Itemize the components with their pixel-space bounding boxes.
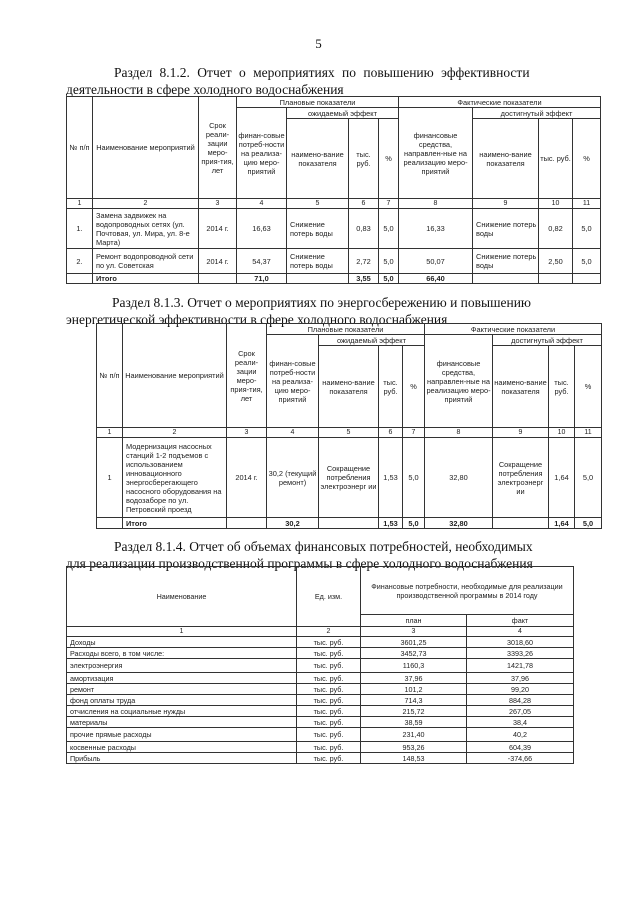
actual-finance: 50,07	[399, 249, 473, 274]
planned-effect-rub: 1,53	[379, 438, 403, 518]
measure-term: 2014 г.	[227, 438, 267, 518]
hdr-plan: план	[361, 615, 467, 627]
col-number: 5	[319, 428, 379, 438]
total-empty	[199, 274, 237, 284]
section-814-table	[66, 566, 574, 764]
col-number: 1	[67, 199, 93, 209]
section-812-heading	[66, 64, 566, 98]
table-row	[97, 438, 602, 518]
table-row	[67, 659, 574, 673]
col-number: 5	[287, 199, 349, 209]
table-row	[67, 209, 601, 249]
total-empty	[227, 518, 267, 529]
col-number: 11	[575, 428, 602, 438]
row-fact: 99,20	[467, 684, 574, 695]
planned-effect-pct: 5,0	[403, 438, 425, 518]
hdr-ind-name: наимено-вание показателя	[319, 346, 379, 428]
hdr-planned: Плановые показатели	[237, 97, 399, 108]
col-number: 3	[199, 199, 237, 209]
section-814-heading-line1: Раздел 8.1.4. Отчет об объемах финансовых потребностей, необходимых	[114, 539, 533, 554]
actual-effect-pct: 5,0	[573, 209, 601, 249]
total-planned-finance: 71,0	[237, 274, 287, 284]
section-812-heading-line1: Раздел 8.1.2. Отчет о мероприятиях по повышению эффективности	[114, 65, 530, 80]
measure-term: 2014 г.	[199, 249, 237, 274]
hdr-ind-name: наимено-вание показателя	[287, 119, 349, 199]
planned-finance: 54,37	[237, 249, 287, 274]
total-row	[67, 274, 601, 284]
hdr-pct-2: %	[573, 119, 601, 199]
row-plan: 3452,73	[361, 648, 467, 659]
total-planned-pct: 5,0	[379, 274, 399, 284]
table-row	[67, 673, 574, 684]
row-number: 1.	[67, 209, 93, 249]
column-numbers-row	[67, 199, 601, 209]
row-number: 1	[97, 438, 123, 518]
row-unit: тыс. руб.	[297, 695, 361, 706]
hdr-ind-name-2: наимено-вание показателя	[493, 346, 549, 428]
col-number: 4	[237, 199, 287, 209]
hdr-num: № п/п	[67, 97, 93, 199]
actual-indicator: Сокращение потребления электроэнерг ии	[493, 438, 549, 518]
col-number: 2	[93, 199, 199, 209]
total-label: Итого	[93, 274, 199, 284]
row-name: амортизация	[67, 673, 297, 684]
hdr-name: Наименование мероприятий	[93, 97, 199, 199]
hdr-num: № п/п	[97, 324, 123, 428]
table-row	[67, 706, 574, 717]
hdr-thous-2: тыс. руб.	[539, 119, 573, 199]
row-name: отчисления на социальные нужды	[67, 706, 297, 717]
hdr-pct: %	[379, 119, 399, 199]
row-fact: -374,66	[467, 753, 574, 764]
total-empty	[97, 518, 123, 529]
total-actual-pct: 5,0	[575, 518, 602, 529]
total-planned-rub: 3,55	[349, 274, 379, 284]
hdr-fin: Финансовые потребности, необходимые для реализации производственной программы в 2014 году	[361, 567, 574, 615]
row-name: Прибыль	[67, 753, 297, 764]
hdr-term: Срок реали-зации меро-прия-тия, лет	[227, 324, 267, 428]
total-actual-finance: 32,80	[425, 518, 493, 529]
total-empty	[319, 518, 379, 529]
section-813-heading-line2: энергетической эффективности в сфере холодного водоснабжения	[66, 312, 448, 327]
col-number: 6	[379, 428, 403, 438]
actual-effect-pct: 5,0	[575, 438, 602, 518]
planned-indicator: Сокращение потребления электроэнерг ии	[319, 438, 379, 518]
hdr-fin-plan: финан-совые потреб-ности на реализа-цию меро-приятий	[267, 335, 319, 428]
measure-term: 2014 г.	[199, 209, 237, 249]
total-row	[97, 518, 602, 529]
total-actual-finance: 66,40	[399, 274, 473, 284]
row-unit: тыс. руб.	[297, 717, 361, 728]
total-empty	[473, 274, 539, 284]
total-empty	[493, 518, 549, 529]
planned-finance: 16,63	[237, 209, 287, 249]
row-unit: тыс. руб.	[297, 742, 361, 753]
hdr-thous: тыс. руб.	[349, 119, 379, 199]
finance-rows	[67, 637, 574, 764]
section-812-table	[66, 96, 601, 284]
actual-effect-rub: 0,82	[539, 209, 573, 249]
row-unit: тыс. руб.	[297, 684, 361, 695]
hdr-thous-2: тыс. руб.	[549, 346, 575, 428]
planned-finance: 30,2 (текущий ремонт)	[267, 438, 319, 518]
actual-effect-rub: 1,64	[549, 438, 575, 518]
hdr-thous: тыс. руб.	[379, 346, 403, 428]
total-empty	[539, 274, 573, 284]
row-fact: 38,4	[467, 717, 574, 728]
total-planned-pct: 5,0	[403, 518, 425, 529]
table-row	[67, 249, 601, 274]
actual-indicator: Снижение потерь воды	[473, 209, 539, 249]
row-plan: 953,26	[361, 742, 467, 753]
hdr-term: Срок реали-зации меро-прия-тия, лет	[199, 97, 237, 199]
hdr-pct: %	[403, 346, 425, 428]
row-fact: 267,05	[467, 706, 574, 717]
col-number: 8	[399, 199, 473, 209]
section-814-heading-line2: для реализации производственной программы в сфере холодного водоснабжения	[66, 556, 533, 571]
hdr-name: Наименование мероприятий	[123, 324, 227, 428]
hdr-unit: Ед. изм.	[297, 567, 361, 627]
row-plan: 215,72	[361, 706, 467, 717]
col-number: 2	[297, 627, 361, 637]
row-unit: тыс. руб.	[297, 728, 361, 742]
total-actual-rub: 1,64	[549, 518, 575, 529]
planned-effect-rub: 0,83	[349, 209, 379, 249]
col-number: 4	[467, 627, 574, 637]
col-number: 8	[425, 428, 493, 438]
hdr-actual: Фактические показатели	[425, 324, 602, 335]
col-number: 7	[403, 428, 425, 438]
row-name: Доходы	[67, 637, 297, 648]
row-unit: тыс. руб.	[297, 753, 361, 764]
row-fact: 884,28	[467, 695, 574, 706]
row-fact: 3393,26	[467, 648, 574, 659]
table-row	[67, 717, 574, 728]
actual-effect-pct: 5,0	[573, 249, 601, 274]
table-row	[67, 637, 574, 648]
planned-indicator: Снижение потерь воды	[287, 249, 349, 274]
column-numbers-row	[97, 428, 602, 438]
planned-indicator: Снижение потерь воды	[287, 209, 349, 249]
row-plan: 148,53	[361, 753, 467, 764]
row-name: электроэнергия	[67, 659, 297, 673]
hdr-fact: факт	[467, 615, 574, 627]
actual-finance: 16,33	[399, 209, 473, 249]
planned-effect-pct: 5,0	[379, 209, 399, 249]
hdr-expected: ожидаемый эффект	[287, 108, 399, 119]
col-number: 6	[349, 199, 379, 209]
row-name: ремонт	[67, 684, 297, 695]
col-number: 2	[123, 428, 227, 438]
actual-indicator: Снижение потерь воды	[473, 249, 539, 274]
col-number: 10	[539, 199, 573, 209]
table-row	[67, 684, 574, 695]
row-unit: тыс. руб.	[297, 659, 361, 673]
hdr-fin-plan: финан-совые потреб-ности на реализа-цию меро-приятий	[237, 108, 287, 199]
col-number: 3	[227, 428, 267, 438]
table-row	[67, 648, 574, 659]
col-number: 1	[97, 428, 123, 438]
page-number: 5	[315, 36, 322, 51]
measure-name: Замена задвижек на водопроводных сетях (ул. Почтовая, ул. Мира, ул. 8-е Марта)	[93, 209, 199, 249]
row-fact: 1421,78	[467, 659, 574, 673]
table-row	[67, 742, 574, 753]
hdr-name: Наименование	[67, 567, 297, 627]
hdr-achieved: достигнутый эффект	[473, 108, 601, 119]
col-number: 9	[473, 199, 539, 209]
col-number: 10	[549, 428, 575, 438]
row-plan: 101,2	[361, 684, 467, 695]
row-unit: тыс. руб.	[297, 637, 361, 648]
row-name: фонд оплаты труда	[67, 695, 297, 706]
row-plan: 3601,25	[361, 637, 467, 648]
col-number: 1	[67, 627, 297, 637]
hdr-achieved: достигнутый эффект	[493, 335, 602, 346]
hdr-fin-fact: финансовые средства, направлен-ные на реализацию меро-приятий	[425, 335, 493, 428]
row-fact: 37,96	[467, 673, 574, 684]
total-planned-rub: 1,53	[379, 518, 403, 529]
total-empty	[287, 274, 349, 284]
actual-finance: 32,80	[425, 438, 493, 518]
hdr-ind-name-2: наимено-вание показателя	[473, 119, 539, 199]
row-plan: 38,59	[361, 717, 467, 728]
row-fact: 40,2	[467, 728, 574, 742]
planned-effect-rub: 2,72	[349, 249, 379, 274]
row-name: прочие прямые расходы	[67, 728, 297, 742]
section-813-heading-line1: Раздел 8.1.3. Отчет о мероприятиях по энергосбережению и повышению	[112, 295, 532, 310]
column-numbers-row	[67, 627, 574, 637]
row-plan: 231,40	[361, 728, 467, 742]
col-number: 3	[361, 627, 467, 637]
row-unit: тыс. руб.	[297, 673, 361, 684]
col-number: 7	[379, 199, 399, 209]
col-number: 9	[493, 428, 549, 438]
actual-effect-rub: 2,50	[539, 249, 573, 274]
row-unit: тыс. руб.	[297, 706, 361, 717]
row-fact: 604,39	[467, 742, 574, 753]
section-812-heading-line2: деятельности в сфере холодного водоснабжения	[66, 82, 344, 97]
row-fact: 3018,60	[467, 637, 574, 648]
total-empty	[67, 274, 93, 284]
row-number: 2.	[67, 249, 93, 274]
table-row	[67, 695, 574, 706]
col-number: 11	[573, 199, 601, 209]
measure-name: Ремонт водопроводной сети по ул. Советская	[93, 249, 199, 274]
total-planned-finance: 30,2	[267, 518, 319, 529]
row-plan: 714,3	[361, 695, 467, 706]
hdr-pct-2: %	[575, 346, 602, 428]
hdr-actual: Фактические показатели	[399, 97, 601, 108]
total-label: Итого	[123, 518, 227, 529]
row-name: материалы	[67, 717, 297, 728]
section-813-table	[96, 323, 602, 529]
row-name: Расходы всего, в том числе:	[67, 648, 297, 659]
row-plan: 1160,3	[361, 659, 467, 673]
total-empty	[573, 274, 601, 284]
col-number: 4	[267, 428, 319, 438]
table-row	[67, 753, 574, 764]
table-row	[67, 728, 574, 742]
hdr-expected: ожидаемый эффект	[319, 335, 425, 346]
hdr-fin-fact: финансовые средства, направлен-ные на реализацию меро-приятий	[399, 108, 473, 199]
measure-name: Модернизация насосных станций 1-2 подъемов с использованием инновационного энергосберегающего насосного оборудования на водозаборе по ул. Петровский проезд	[123, 438, 227, 518]
hdr-planned: Плановые показатели	[267, 324, 425, 335]
row-name: косвенные расходы	[67, 742, 297, 753]
row-plan: 37,96	[361, 673, 467, 684]
planned-effect-pct: 5,0	[379, 249, 399, 274]
row-unit: тыс. руб.	[297, 648, 361, 659]
